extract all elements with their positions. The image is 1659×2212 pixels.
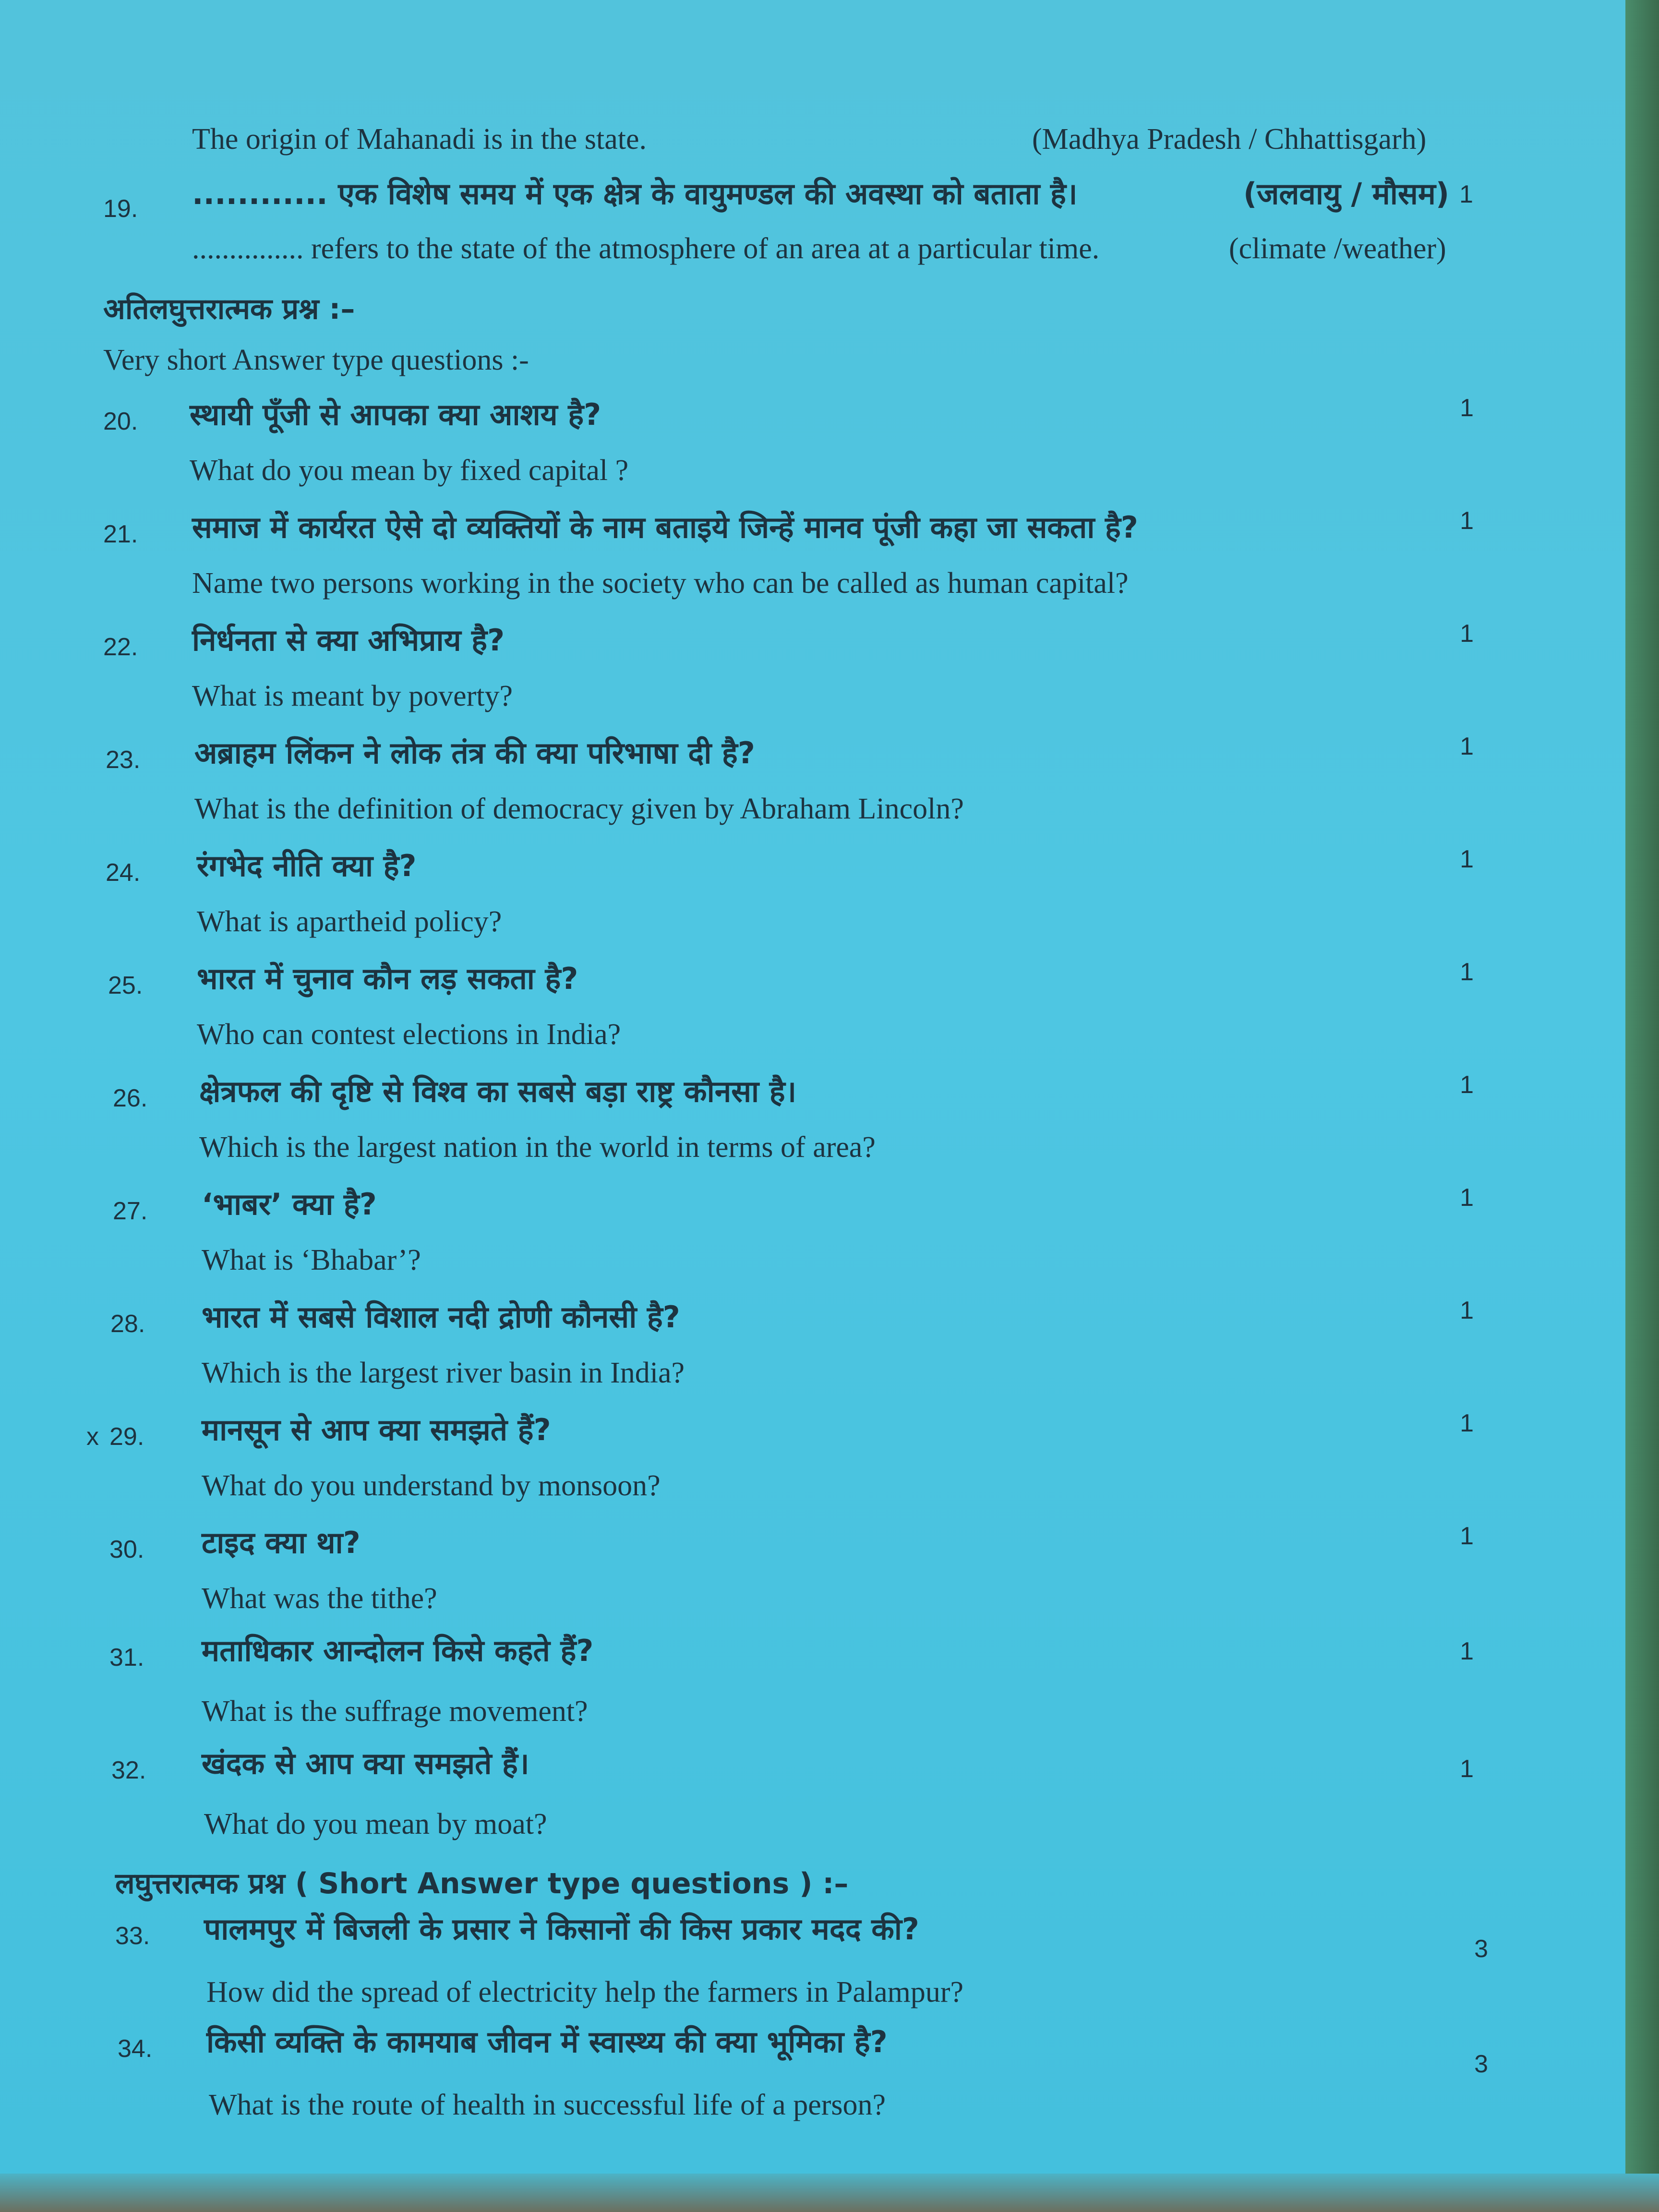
question-english: Which is the largest river basin in India? bbox=[202, 1357, 685, 1389]
question-number: 21. bbox=[103, 520, 138, 548]
question-hindi: स्थायी पूँजी से आपका क्या आशय है? bbox=[190, 397, 601, 432]
question-english: Which is the largest nation in the world in terms of area? bbox=[199, 1131, 876, 1164]
question-english: What is apartheid policy? bbox=[197, 905, 502, 938]
q19-hindi-options: (जलवायु / मौसम) bbox=[1243, 176, 1450, 211]
origin-question-text: The origin of Mahanadi is in the state. bbox=[192, 123, 647, 156]
question-number: 23. bbox=[106, 746, 141, 774]
question-number: 34. bbox=[118, 2035, 153, 2063]
question-mark: 1 bbox=[1460, 620, 1474, 648]
question-hindi: टाइद क्या था? bbox=[202, 1525, 361, 1560]
question-hindi: खंदक से आप क्या समझते हैं। bbox=[202, 1746, 529, 1781]
question-english: What is the suffrage movement? bbox=[202, 1695, 588, 1728]
question-hindi: ‘भाबर’ क्या है? bbox=[202, 1187, 377, 1222]
question-english: What is meant by poverty? bbox=[192, 680, 513, 712]
question-english: What was the tithe? bbox=[202, 1582, 437, 1615]
question-english: What do you mean by fixed capital ? bbox=[190, 454, 629, 487]
question-hindi: समाज में कार्यरत ऐसे दो व्यक्तियों के नाम बताइये जिन्हें मानव पूंजी कहा जा सकता है? bbox=[192, 510, 1138, 545]
question-english: What do you understand by monsoon? bbox=[202, 1469, 661, 1502]
question-mark: 3 bbox=[1474, 2050, 1488, 2078]
question-hindi: रंगभेद नीति क्या है? bbox=[197, 848, 417, 883]
question-number: 22. bbox=[103, 633, 138, 661]
background-edge-right bbox=[1625, 0, 1659, 2212]
question-number: 32. bbox=[111, 1756, 146, 1784]
question-english: Name two persons working in the society who can be called as human capital? bbox=[192, 567, 1129, 600]
question-hindi: अब्राहम लिंकन ने लोक तंत्र की क्या परिभाषा दी है? bbox=[194, 735, 755, 770]
question-mark: 1 bbox=[1460, 1637, 1474, 1665]
question-english: What is ‘Bhabar’? bbox=[202, 1244, 421, 1276]
question-mark: 1 bbox=[1460, 845, 1474, 873]
question-hindi: मानसून से आप क्या समझते हैं? bbox=[202, 1412, 551, 1447]
question-mark: 1 bbox=[1460, 733, 1474, 760]
question-hindi: क्षेत्रफल की दृष्टि से विश्व का सबसे बड़ा राष्ट्र कौनसा है। bbox=[199, 1074, 797, 1109]
question-number: 29. bbox=[109, 1423, 144, 1451]
question-number-19: 19. bbox=[103, 195, 138, 223]
question-english: What do you mean by moat? bbox=[204, 1808, 547, 1840]
q19-mark: 1 bbox=[1459, 180, 1473, 208]
question-mark: 1 bbox=[1460, 1071, 1474, 1099]
question-mark: 1 bbox=[1460, 394, 1474, 422]
section-short-heading: लघुत्तरात्मक प्रश्न ( Short Answer type questions ) :– bbox=[115, 1867, 849, 1900]
question-hindi: मताधिकार आन्दोलन किसे कहते हैं? bbox=[202, 1633, 594, 1668]
question-number: 31. bbox=[109, 1644, 144, 1671]
question-english: How did the spread of electricity help the farmers in Palampur? bbox=[206, 1976, 964, 2008]
section-very-short-heading-english: Very short Answer type questions :- bbox=[103, 344, 529, 376]
question-number: 33. bbox=[115, 1922, 150, 1950]
origin-question-options: (Madhya Pradesh / Chhattisgarh) bbox=[1032, 123, 1427, 156]
question-hindi: निर्धनता से क्या अभिप्राय है? bbox=[192, 623, 505, 658]
question-english: What is the definition of democracy given by Abraham Lincoln? bbox=[194, 793, 964, 825]
question-number: 24. bbox=[106, 859, 141, 887]
question-number: 25. bbox=[108, 972, 143, 999]
question-hindi: भारत में चुनाव कौन लड़ सकता है? bbox=[197, 961, 578, 996]
question-mark: 3 bbox=[1474, 1935, 1488, 1963]
background-edge-bottom bbox=[0, 2174, 1659, 2212]
question-hindi: पालमपुर में बिजली के प्रसार ने किसानों की किस प्रकार मदद की? bbox=[204, 1911, 919, 1947]
question-number: 27. bbox=[113, 1197, 148, 1225]
question-number: 30. bbox=[109, 1536, 144, 1563]
question-english: Who can contest elections in India? bbox=[197, 1018, 621, 1051]
question-mark: 1 bbox=[1460, 1184, 1474, 1212]
question-mark: 1 bbox=[1460, 958, 1474, 986]
q19-hindi-text: ............ एक विशेष समय में एक क्षेत्र के वायुमण्डल की अवस्था को बताता है। bbox=[192, 176, 1078, 211]
question-number: 28. bbox=[110, 1310, 145, 1338]
question-mark: 1 bbox=[1460, 507, 1474, 535]
question-mark: 1 bbox=[1460, 1409, 1474, 1437]
question-english: What is the route of health in successful life of a person? bbox=[209, 2089, 886, 2121]
question-mark: 1 bbox=[1460, 1297, 1474, 1324]
question-hindi: किसी व्यक्ति के कामयाब जीवन में स्वास्थ्य की क्या भूमिका है? bbox=[206, 2024, 888, 2059]
question-number: 20. bbox=[103, 408, 138, 435]
section-very-short-heading-hindi: अतिलघुत्तरात्मक प्रश्न :– bbox=[103, 292, 355, 326]
question-mark: 1 bbox=[1460, 1522, 1474, 1550]
question-mark: 1 bbox=[1460, 1755, 1474, 1783]
attempted-question-tick-icon: x bbox=[86, 1423, 99, 1451]
question-hindi: भारत में सबसे विशाल नदी द्रोणी कौनसी है? bbox=[202, 1299, 680, 1334]
question-number: 26. bbox=[113, 1084, 148, 1112]
q19-english-options: (climate /weather) bbox=[1229, 232, 1446, 265]
q19-english-text: ............... refers to the state of the atmosphere of an area at a particular time. bbox=[192, 232, 1100, 265]
